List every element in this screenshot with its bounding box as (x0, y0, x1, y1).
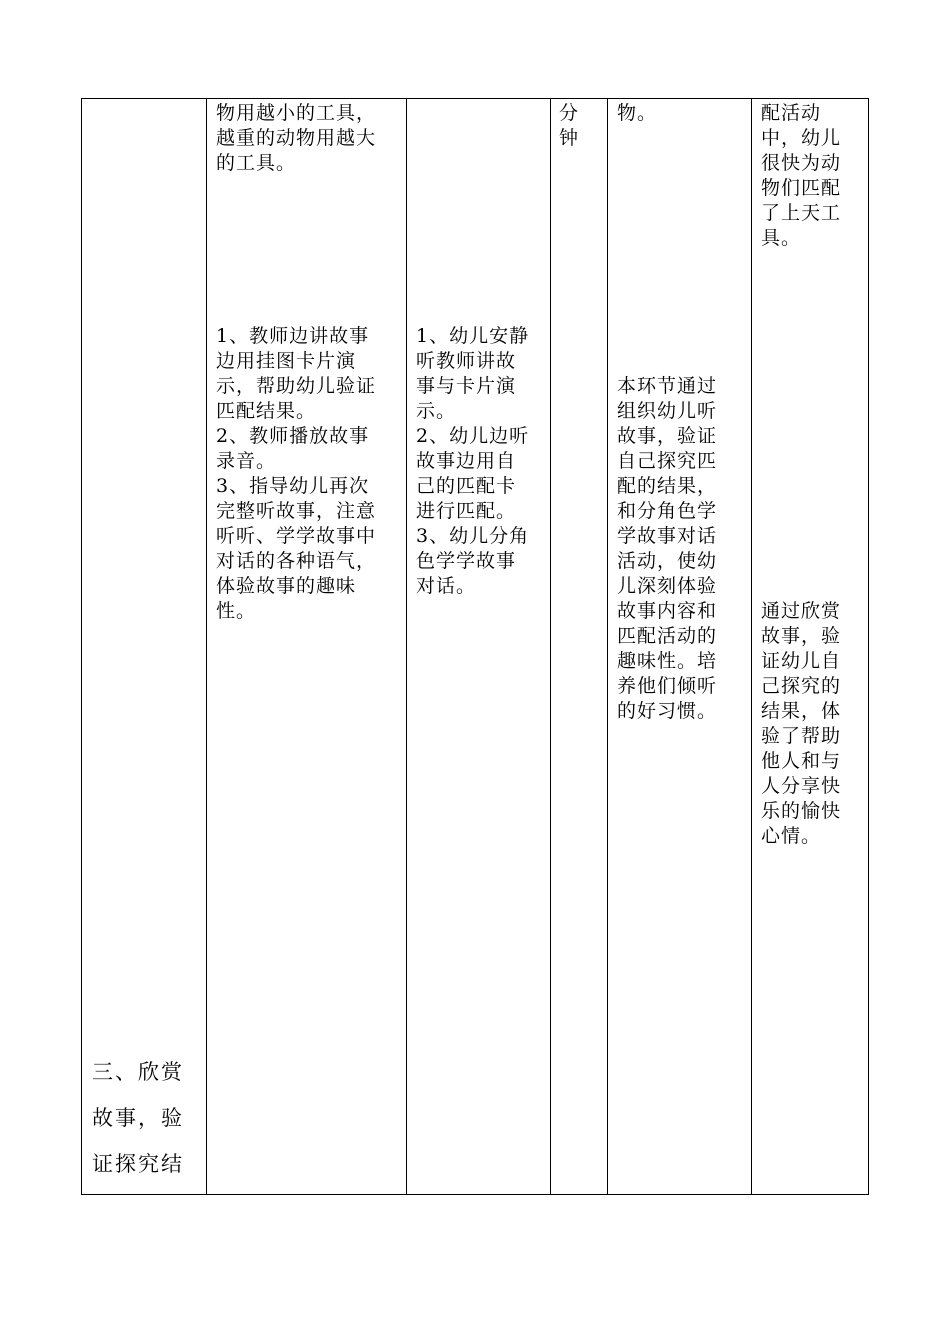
time-cell: 分 钟 (559, 102, 580, 149)
column-divider (751, 99, 752, 1194)
column-divider (550, 99, 551, 1194)
design-intent: 本环节通过 组织幼儿听 故事，验证 自己探究匹 配的结果， 和分角色学 学故事对话 活动，使幼 儿深刻体验 故事内容和 匹配活动的 趣味性。培 养他们倾听 的好习惯。 (617, 375, 718, 722)
design-intent-continued: 物。 (617, 102, 658, 124)
effect-continued: 配活动 中，幼儿 很快为动 物们匹配 了上天工 具。 (761, 102, 842, 249)
column-divider (206, 99, 207, 1194)
teacher-activity-steps: 1、教师边讲故事 边用挂图卡片演 示，帮助幼儿验证 匹配结果。 2、教师播放故事 录音。 3、指导幼儿再次 完整听故事，注意 听听、学学故事中 对话的各种语气， 体验故事的趣味 性。 (216, 325, 377, 622)
column-divider (607, 99, 608, 1194)
child-activity-steps: 1、幼儿安静 听教师讲故 事与卡片演 示。 2、幼儿边听 故事边用自 己的匹配卡 进行匹配。 3、幼儿分角 色学学故事 对话。 (416, 325, 530, 597)
effect-text: 通过欣赏 故事，验 证幼儿自 己探究的 结果，体 验了帮助 他人和与 人分享快 乐的愉快 心情。 (761, 600, 842, 847)
lesson-plan-table (81, 98, 869, 1195)
column-divider (406, 99, 407, 1194)
stage-title: 三、欣赏 故事，验 证探究结 (92, 1060, 184, 1176)
teacher-activity-continued: 物用越小的工具， 越重的动物用越大 的工具。 (216, 102, 377, 174)
